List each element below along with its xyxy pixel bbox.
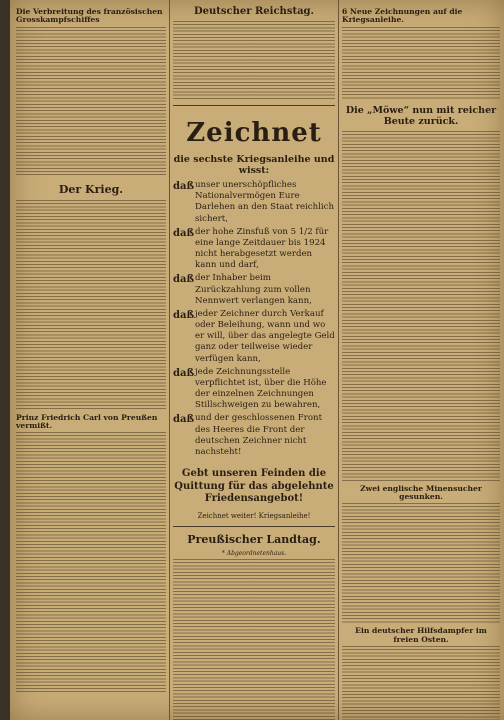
headline-landtag: Preußischer Landtag.	[187, 532, 321, 546]
article-text-block	[173, 559, 335, 720]
divider	[173, 105, 335, 106]
headline-krieg: Der Krieg.	[58, 182, 124, 196]
list-item: daß und der geschlossenen Front des Heeres die Front der deutschen Zeichner nicht nachsteht!	[173, 413, 323, 457]
list-item: daß der hohe Zinsfuß von 5 1/2 für eine lange Zeitdauer bis 1924 nicht herabgesetzt werden kann und darf,	[173, 226, 329, 271]
left-edge-strip	[0, 0, 10, 720]
ad-bullet-list	[173, 180, 335, 458]
ad-footnote: Zeichnet weiter! Kriegsanleihe!	[197, 511, 311, 520]
divider	[173, 526, 335, 527]
headline-prince: Prinz Friedrich Carl von Preußen vermißt.	[16, 412, 158, 431]
article-text-block	[16, 200, 166, 410]
column-divider	[338, 0, 339, 720]
list-item: daß jede Zeichnungsstelle verpflichtet ist, über die Höhe der einzelnen Zeichnungen Stillschweigen zu bewahren,	[173, 366, 327, 411]
ad-call-to-action: Gebt unseren Feinden die Quittung für das abgelehnte Friedensangebot!	[174, 468, 334, 505]
list-item: daß unser unerschöpfliches Nationalvermögen Eure Darlehen an den Staat reichlich sichert,	[173, 180, 334, 224]
article-text-block	[342, 131, 500, 481]
column-left	[16, 4, 166, 694]
article-text-block	[342, 646, 500, 720]
article-text-block	[342, 27, 500, 99]
newspaper-page	[10, 0, 504, 720]
ad-title: Zeichnet	[186, 118, 322, 148]
column-center	[173, 4, 335, 720]
headline-reichstag: Deutscher Reichstag.	[193, 6, 315, 17]
list-item: daß der Inhaber beim Zurückzahlung zum vollen Nennwert verlangen kann,	[173, 273, 312, 306]
article-text-block	[16, 432, 166, 692]
headline-subscriptions: 6 Neue Zeichnungen auf die Kriegsanleihe.	[342, 7, 463, 25]
article-text-block	[173, 21, 335, 99]
headline-auxiliary: Ein deutscher Hilfsdampfer im freien Osten.	[355, 626, 487, 644]
headline-ship: Die Verbreitung des französischen Grosskampfschiffes	[16, 7, 163, 25]
article-text-block	[16, 27, 166, 177]
list-item: daß jeder Zeichner durch Verkauf oder Beleihung, wann und wo er will, über das angelegte Geld ganz oder teilweise wieder verfügen kann,	[173, 308, 335, 364]
ad-subtitle: die sechste Kriegsanleihe und wisst:	[173, 154, 335, 176]
headline-moewe: Die „Möwe“ nun mit reicher Beute zurück.	[345, 104, 497, 127]
subheadline-landtag: * Abgeordnetenhaus.	[221, 549, 287, 557]
column-divider	[169, 0, 170, 720]
article-text-block	[342, 503, 500, 623]
headline-minesweepers: Zwei englische Minensucher gesunken.	[360, 483, 482, 502]
column-right	[342, 4, 500, 720]
